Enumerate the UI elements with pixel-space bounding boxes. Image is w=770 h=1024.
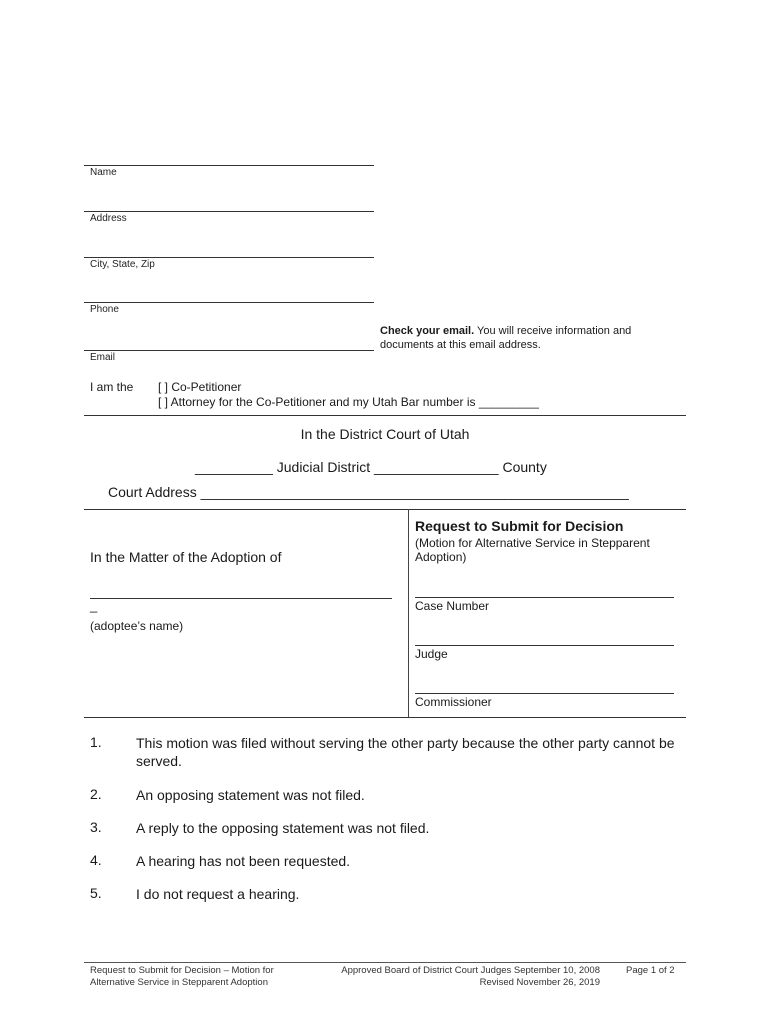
adoptee-blank: _ [90, 598, 98, 613]
email-note-line2: documents at this email address. [380, 339, 541, 351]
address-line[interactable] [84, 211, 374, 212]
document-subtitle [415, 536, 650, 564]
document-subtitle-line1: (Motion for Alternative Service in Stepparent [415, 536, 650, 550]
footer-left-line2: Alternative Service in Stepparent Adoption [90, 977, 268, 988]
phone-label: Phone [90, 304, 119, 315]
adoptee-name-line[interactable] [90, 598, 392, 599]
judge-label: Judge [415, 647, 448, 661]
commissioner-line[interactable] [415, 693, 674, 694]
list-item-number: 4. [90, 852, 102, 868]
option-attorney[interactable]: [ ] Attorney for the Co-Petitioner and my Utah Bar number is _________ [158, 395, 539, 409]
option-co-petitioner[interactable]: [ ] Co-Petitioner [158, 380, 242, 394]
commissioner-label: Commissioner [415, 695, 492, 709]
footer-left-line1: Request to Submit for Decision – Motion for [90, 965, 274, 976]
email-note-bold: Check your email. [380, 325, 475, 337]
city-state-zip-line[interactable] [84, 257, 374, 258]
name-label: Name [90, 167, 117, 178]
document-subtitle-line2: Adoption) [415, 550, 467, 564]
list-item-number: 5. [90, 885, 102, 901]
caption-bottom-rule [84, 717, 686, 718]
list-item-text: An opposing statement was not filed. [136, 787, 365, 803]
city-state-zip-label: City, State, Zip [90, 259, 155, 270]
caption-top-rule [84, 509, 686, 510]
court-top-rule [84, 415, 686, 416]
court-address-line[interactable]: Court Address _______________________________________________________ [108, 484, 629, 500]
list-item-text: I do not request a hearing. [136, 886, 300, 902]
court-title: In the District Court of Utah [300, 426, 470, 442]
caption-divider [408, 509, 409, 718]
adoption-matter-label: In the Matter of the Adoption of [90, 549, 282, 565]
email-label: Email [90, 352, 116, 363]
address-label: Address [90, 213, 127, 224]
list-item-number: 3. [90, 819, 102, 835]
email-note-rest: You will receive information and [474, 325, 632, 337]
page-number: Page 1 of 2 [626, 965, 675, 976]
list-item-text: A hearing has not been requested. [136, 853, 351, 869]
name-line[interactable] [84, 165, 374, 166]
footer-rule [84, 962, 686, 963]
case-number-label: Case Number [415, 599, 490, 613]
case-number-line[interactable] [415, 597, 674, 598]
footer-left [90, 965, 274, 989]
judge-line[interactable] [415, 645, 674, 646]
footer-approval-line2: Revised November 26, 2019 [479, 977, 600, 988]
footer-approval-line1: Approved Board of District Court Judges September 10, 2008 [341, 965, 600, 976]
phone-line[interactable] [84, 302, 374, 303]
adoptee-label: (adoptee’s name) [90, 619, 184, 633]
list-item-text: A reply to the opposing statement was not filed. [136, 820, 430, 836]
document-title: Request to Submit for Decision [415, 518, 624, 534]
list-item-text: This motion was filed without serving the other party because the other party cannot be served. [136, 735, 675, 769]
email-line[interactable] [84, 350, 374, 351]
email-note [380, 324, 680, 352]
list-item-number: 2. [90, 786, 102, 802]
i-am-the-label: I am the [90, 380, 134, 394]
footer-approval [310, 965, 600, 989]
list-item-number: 1. [90, 734, 102, 750]
district-county-line[interactable]: __________ Judicial District ________________ County [195, 459, 547, 475]
